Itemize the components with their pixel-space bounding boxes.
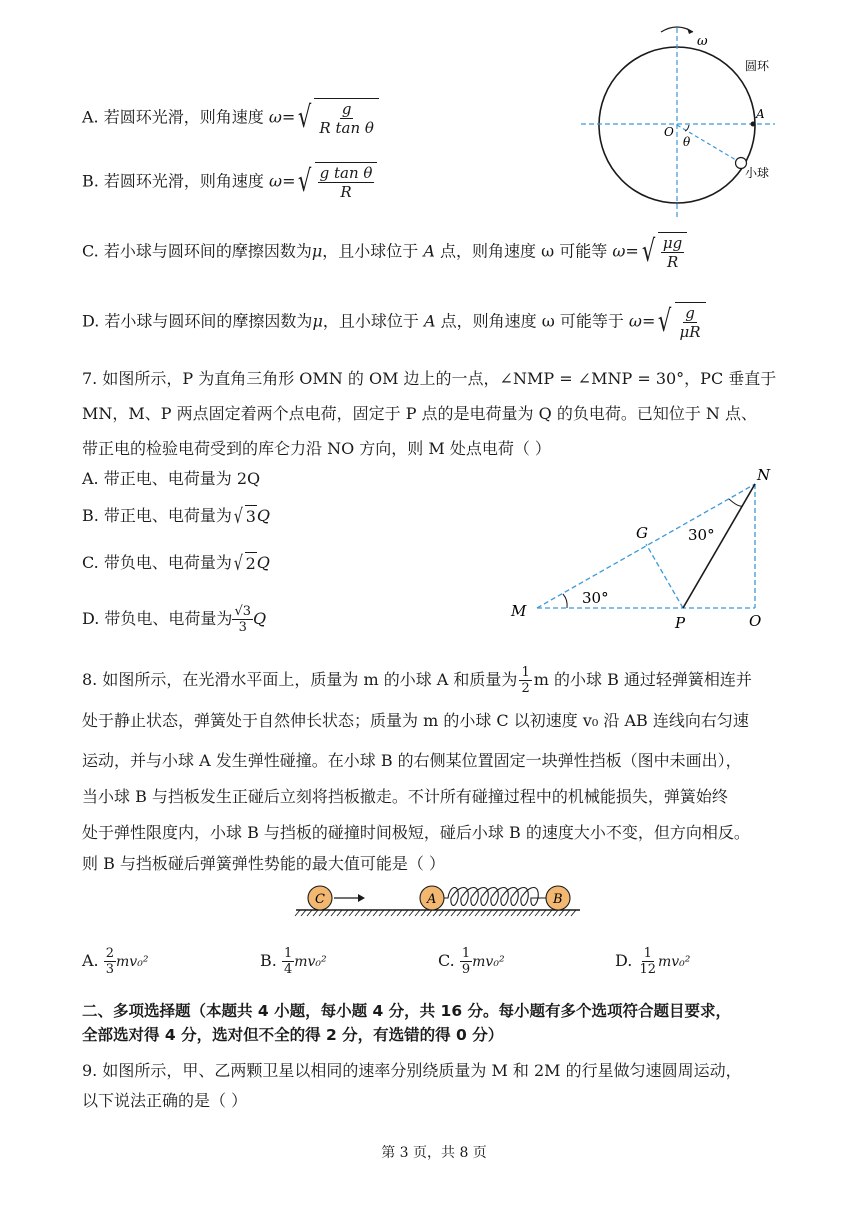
segment-np: [683, 484, 755, 608]
ground-hatch: [295, 910, 576, 916]
theta-label: θ: [683, 135, 691, 149]
ball-c-label: C: [315, 892, 325, 907]
q6-option-a: A. 若圆环光滑，则角速度 ω= √ $\frac{g}{\text{R tan θ}}$: [82, 98, 379, 138]
q7-option-b: B. 带正电、电荷量为 √ 3 Q: [82, 504, 270, 528]
q8-line-6: 则 B 与挡板碰后弹簧弹性势能的最大值可能是（ ）: [82, 854, 446, 873]
label-n: N: [757, 466, 771, 484]
q8-line-2: 处于静止状态，弹簧处于自然伸长状态；质量为 m 的小球 C 以初速度 v₀ 沿 AB 连线向右匀速: [82, 711, 749, 730]
angle-n-arc: [729, 499, 742, 506]
angle-m-arc: [563, 594, 567, 608]
q7-line-3: 带正电的检验电荷受到的库仑力沿 NO 方向，则 M 处点电荷（ ）: [82, 439, 551, 458]
q8-line-4: 当小球 B 与挡板发生正碰后立刻将挡板撤走。不计所有碰撞过程中的机械能损失，弹簧始终: [82, 787, 728, 806]
segment-pg: [646, 544, 683, 608]
label-m: M: [511, 602, 527, 620]
q6-option-d: D. 若小球与圆环间的摩擦因数为μ，且小球位于 A 点，则角速度 ω 可能等于 ω= √ $\frac{g}{\mu R}$: [82, 302, 706, 342]
ball-b-label: B: [553, 892, 563, 907]
point-a-dot: [751, 122, 756, 127]
sqrt-expression: √ $\frac{g}{\text{R tan θ}}$: [295, 98, 379, 138]
q9-line-2: 以下说法正确的是（ ）: [82, 1091, 248, 1110]
q7-option-c: C. 带负电、电荷量为 √ 2 Q: [82, 551, 270, 575]
label-angle-n: 30°: [688, 526, 715, 544]
label-p: P: [675, 614, 686, 632]
q8-line-5: 处于弹性限度内，小球 B 与挡板的碰撞时间极短，碰后小球 B 的速度大小不变，但方向相反。: [82, 823, 750, 842]
q7-line-2: MN，M、P 两点固定着两个点电荷，固定于 P 点的是电荷量为 Q 的负电荷。已知位于 N 点、: [82, 404, 758, 423]
q8-option-d: D. $\frac{1}{12}$ mv₀²: [615, 946, 691, 977]
q7-line-1: 7. 如图所示，P 为直角三角形 OMN 的 OM 边上的一点，∠NMP = ∠MNP = 30°，PC 垂直于: [82, 369, 777, 388]
spring-figure: [290, 878, 590, 924]
section-2-heading-line-1: 二、多项选择题（本题共 4 小题，每小题 4 分，共 16 分。每小题有多个选项符合题目要求，: [82, 1002, 732, 1020]
page-footer: 第 3 页，共 8 页: [381, 1145, 487, 1161]
q7-option-d: D. 带负电、电荷量为 $\frac{√3}{3}$ Q: [82, 604, 267, 635]
sqrt-expression: √ $\frac{g}{\mu R}$: [655, 302, 705, 342]
sqrt-expression: √ $\frac{\text{g tan θ}}{R}$: [295, 162, 377, 202]
spring: [444, 888, 546, 906]
q6-option-c: C. 若小球与圆环间的摩擦因数为μ，且小球位于 A 点，则角速度 ω 可能等 ω= √ $\frac{\mu g}{R}$: [82, 232, 687, 272]
label-g: G: [636, 524, 648, 542]
velocity-arrow-head-icon: [358, 894, 365, 902]
omega-label: ω: [697, 34, 708, 49]
triangle-figure: [505, 460, 795, 635]
q7-option-a: A. 带正电、电荷量为 2Q: [82, 469, 261, 488]
q6-option-b: B. 若圆环光滑，则角速度 ω= √ $\frac{\text{g tan θ}}{R}$: [82, 162, 377, 202]
label-angle-m: 30°: [582, 589, 609, 607]
ring-figure: [575, 20, 795, 230]
ring-label: 圆环: [745, 59, 770, 73]
sqrt-expression: √ $\frac{\mu g}{R}$: [639, 232, 687, 272]
section-2-heading-line-2: 全部选对得 4 分，选对但不全的得 2 分，有选错的得 0 分）: [82, 1026, 504, 1044]
center-o-label: O: [664, 125, 674, 139]
q8-option-b: B. $\frac{1}{4}$ mv₀²: [260, 946, 327, 977]
q8-option-c: C. $\frac{1}{9}$ mv₀²: [438, 946, 505, 977]
label-o: O: [749, 612, 762, 630]
ball-a-label: A: [427, 892, 437, 907]
q9-line-1: 9. 如图所示，甲、乙两颗卫星以相同的速率分别绕质量为 M 和 2M 的行星做匀速圆周运动，: [82, 1061, 742, 1080]
q8-line-1: 8. 如图所示，在光滑水平面上，质量为 m 的小球 A 和质量为 $\frac{1}{2}$ m 的小球 B 通过轻弹簧相连并: [82, 665, 752, 696]
ball-label: 小球: [745, 166, 770, 180]
side-mn: [537, 484, 755, 608]
q8-option-a: A. $\frac{2}{3}$ mv₀²: [82, 946, 149, 977]
q8-line-3: 运动，并与小球 A 发生弹性碰撞。在小球 B 的右侧某位置固定一块弹性挡板（图中未画出），: [82, 751, 742, 770]
point-a-label: A: [756, 107, 765, 121]
